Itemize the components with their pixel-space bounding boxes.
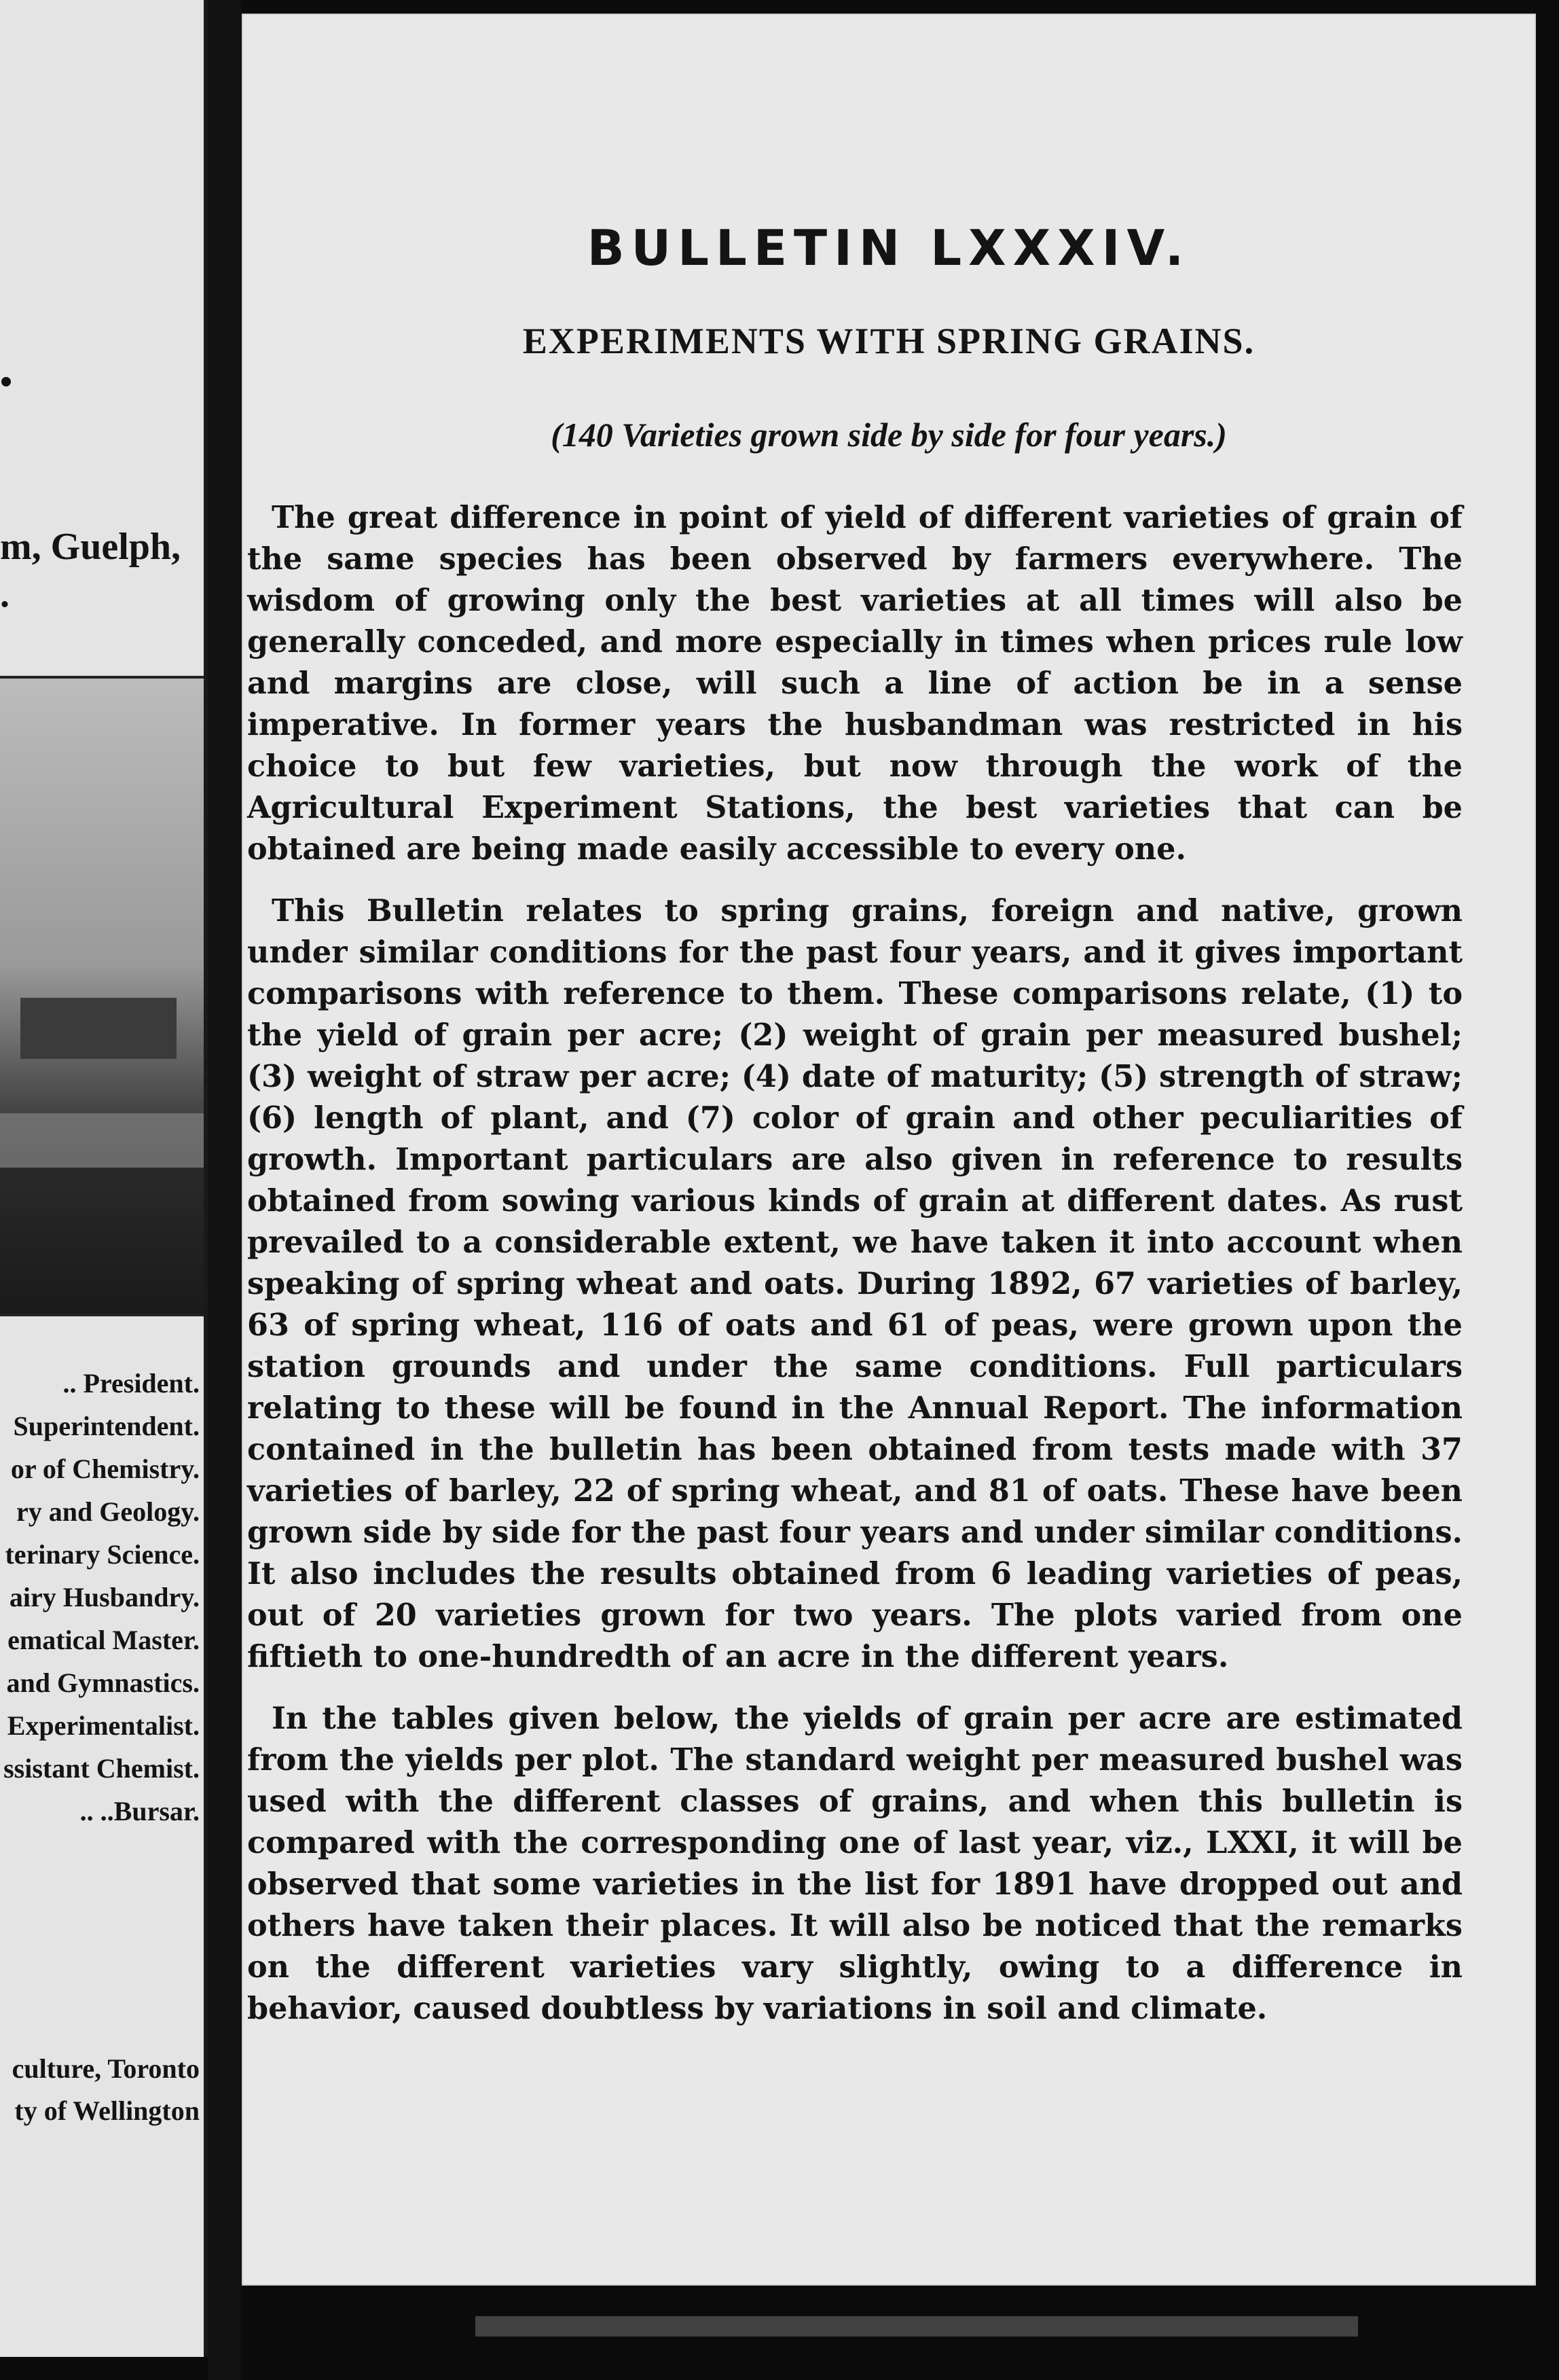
- paragraph: This Bulletin relates to spring grains, foreign and native, grown under similar conditions for the past four years, and it gives important comparisons with reference to them. These comparisons relate, (1) to the yield of grain per acre; (2) weight of grain per measured bushel; (3) weight of straw per acre; (4) date of maturity; (5) strength of straw; (6) length of plant, and (7) color of grain and other peculiarities of growth. Important particulars are also given in reference to results obtained from sowing various kinds of grain at different dates. As rust prevailed to a considerable extent, we have taken it into account when speaking of spring wheat and oats. During 1892, 67 varieties of barley, 63 of spring wheat, 116 of oats and 61 of peas, were grown upon the station grounds and under the same conditions. Full particulars relating to these will be found in the Annual Report. The information contained in the bulletin has been obtained from tests made with 37 varieties of barley, 22 of spring wheat, and 81 of oats. These have been grown side by side for the past four years and under similar conditions. It also includes the results obtained from 6 leading varieties of peas, out of 20 varieties grown for two years. The plots varied from one fiftieth to one-hundredth of an acre in the different years.: [247, 893, 1463, 1674]
- bullet-mark: [1, 377, 11, 386]
- bulletin-title: BULLETIN LXXXIV.: [587, 219, 1191, 276]
- page-edge-shadow: [475, 2316, 1358, 2337]
- photo-building: [20, 998, 177, 1059]
- staff-entry: ematical Master.: [7, 1625, 200, 1655]
- staff-entry: and Gymnastics.: [6, 1667, 200, 1698]
- bulletin-tagline: (140 Varieties grown side by side for four years.): [551, 416, 1227, 454]
- main-page: [242, 14, 1536, 2286]
- staff-list: [0, 1362, 200, 1833]
- campus-photograph: [0, 676, 204, 1316]
- staff-entry: airy Husbandry.: [9, 1582, 200, 1612]
- footer-line: culture, Toronto: [12, 2053, 200, 2084]
- staff-entry: Superintendent.: [13, 1411, 200, 1441]
- left-header-line-1: m, Guelph,: [0, 526, 181, 568]
- staff-entry: .. President.: [62, 1368, 200, 1399]
- staff-entry: .. ..Bursar.: [79, 1796, 200, 1826]
- staff-entry: or of Chemistry.: [10, 1454, 200, 1484]
- left-page-footer: [0, 2048, 200, 2132]
- left-page-header: [0, 523, 204, 618]
- body-text: [247, 497, 1463, 2050]
- footer-line: ty of Wellington: [14, 2095, 200, 2126]
- paragraph: The great difference in point of yield of different varieties of grain of the same species has been observed by farmers everywhere. The wisdom of growing only the best varieties at all times will also be generally conceded, and more especially in times when prices rule low and margins are close, will such a line of action be in a sense imperative. In former years the husbandman was restricted in his choice to but few varieties, but now through the work of the Agricultural Experiment Stations, the best varieties that can be obtained are being made easily accessible to every one.: [247, 500, 1463, 867]
- left-header-line-2: .: [0, 573, 10, 615]
- staff-entry: terinary Science.: [5, 1539, 200, 1570]
- staff-entry: ry and Geology.: [16, 1496, 200, 1527]
- left-page-fragment: [0, 0, 208, 2357]
- staff-entry: ssistant Chemist.: [3, 1753, 200, 1784]
- book-gutter: [208, 0, 242, 2380]
- photo-water: [0, 1113, 204, 1168]
- staff-entry: Experimentalist.: [7, 1710, 200, 1741]
- bulletin-subtitle: EXPERIMENTS WITH SPRING GRAINS.: [522, 321, 1255, 361]
- paragraph: In the tables given below, the yields of grain per acre are estimated from the yields per plot. The standard weight per measured bushel was used with the different classes of grains, and when this bulletin is compared with the corresponding one of last year, viz., LXXI, it will be observed that some varieties in the list for 1891 have dropped out and others have taken their places. It will also be noticed that the remarks on the different varieties vary slightly, owing to a difference in behavior, caused doubtless by variations in soil and climate.: [247, 1701, 1463, 2026]
